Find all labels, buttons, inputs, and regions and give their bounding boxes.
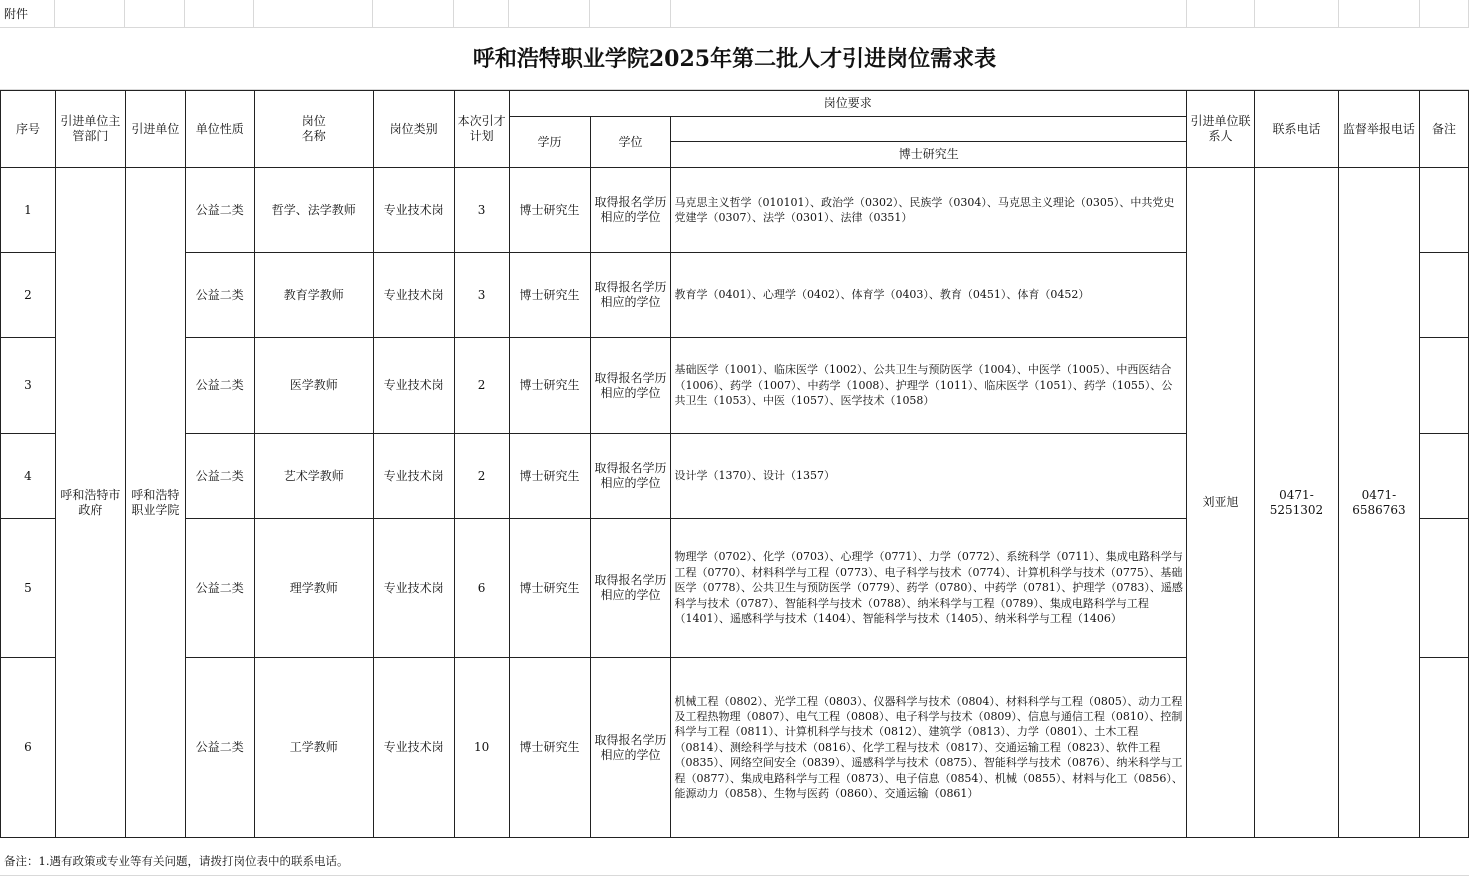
row-post: 医学教师 [254,338,373,434]
header-nature: 单位性质 [185,91,254,168]
header-contact-person: 引进单位联系人 [1187,91,1255,168]
row-seq: 6 [1,658,56,838]
empty-cell [373,0,454,28]
header-unit: 引进单位 [125,91,185,168]
row-nature: 公益二类 [185,519,254,658]
row-majors: 设计学（1370）、设计（1357） [671,434,1187,519]
row-remark [1419,338,1468,434]
row-nature: 公益二类 [185,338,254,434]
row-seq: 2 [1,253,56,338]
row-type: 专业技术岗 [373,253,454,338]
row-type: 专业技术岗 [373,338,454,434]
row-degree: 取得报名学历相应的学位 [590,253,671,338]
header-post-name-line1: 岗位 [301,114,326,128]
header-post-name-line2: 名称 [301,129,326,143]
row-plan: 2 [454,434,509,519]
row-remark [1419,434,1468,519]
page-title: 呼和浩特职业学院2025年第二批人才引进岗位需求表 [0,28,1469,90]
row-majors: 机械工程（0802）、光学工程（0803）、仪器科学与技术（0804）、材料科学与工程（0805）、动力工程及工程热物理（0807）、电气工程（0808）、电子科学与技术（0809）、信息与通信工程（0810）、控制科学与工程（0811）、计算机科学与技术（0812）、建筑学（0813）、力学（0801）、土木工程（0814）、测绘科学与技术（0816）、化学工程与技术（0817）、交通运输工程（0823）、软件工程（0835）、网络空间安全（0839）、遥感科学与技术（0875）、智能科学与技术（0876）、纳米科学与工程（0877）、集成电路科学与工程（0873）、电子信息（0854）、机械（0855）、材料与化工（0856）、能源动力（0858）、生物与医药（0860）、交通运输（0861） [671,658,1187,838]
row-remark [1419,658,1468,838]
header-post-type: 岗位类别 [373,91,454,168]
attachment-label: 附件 [0,0,55,28]
row-plan: 2 [454,338,509,434]
dept-cell: 呼和浩特市政府 [55,168,125,838]
row-plan: 3 [454,168,509,253]
header-remark: 备注 [1419,91,1468,168]
row-plan: 3 [454,253,509,338]
row-nature: 公益二类 [185,168,254,253]
row-post: 工学教师 [254,658,373,838]
header-dept: 引进单位主管部门 [55,91,125,168]
empty-cell [55,0,125,28]
header-requirements: 岗位要求 [509,91,1186,117]
row-remark [1419,168,1468,253]
empty-cell [125,0,185,28]
row-majors: 教育学（0401）、心理学（0402）、体育学（0403）、教育（0451）、体育（0452） [671,253,1187,338]
row-majors: 基础医学（1001）、临床医学（1002）、公共卫生与预防医学（1004）、中医学（1005）、中西医结合（1006）、药学（1007）、中药学（1008）、护理学（1011）、临床医学（1051）、药学（1055）、公共卫生（1053）、中医（1057）、医学技术（1058） [671,338,1187,434]
row-type: 专业技术岗 [373,658,454,838]
row-type: 专业技术岗 [373,434,454,519]
header-report-phone: 监督举报电话 [1338,91,1419,168]
header-doctoral: 博士研究生 [671,142,1187,168]
row-seq: 4 [1,434,56,519]
row-post: 理学教师 [254,519,373,658]
footnote: 备注：1.遇有政策或专业等有关问题，请拨打岗位表中的联系电话。 [4,854,349,868]
row-degree: 取得报名学历相应的学位 [590,519,671,658]
row-education: 博士研究生 [509,434,590,519]
row-seq: 5 [1,519,56,658]
empty-cell [1339,0,1420,28]
empty-cell [1255,0,1339,28]
table-row [1,168,1469,253]
row-education: 博士研究生 [509,253,590,338]
header-education: 学历 [509,117,590,168]
row-education: 博士研究生 [509,168,590,253]
report-phone-cell: 0471-6586763 [1338,168,1419,838]
row-post: 艺术学教师 [254,434,373,519]
row-post: 哲学、法学教师 [254,168,373,253]
empty-cell [1420,0,1469,28]
row-majors: 马克思主义哲学（010101）、政治学（0302）、民族学（0304）、马克思主义理论（0305）、中共党史党建学（0307）、法学（0301）、法律（0351） [671,168,1187,253]
empty-cell [590,0,671,28]
row-nature: 公益二类 [185,658,254,838]
row-plan: 10 [454,658,509,838]
row-education: 博士研究生 [509,658,590,838]
header-blank [671,117,1187,142]
row-seq: 3 [1,338,56,434]
row-nature: 公益二类 [185,253,254,338]
recruitment-table [0,90,1469,838]
row-degree: 取得报名学历相应的学位 [590,168,671,253]
header-post-name [254,91,373,168]
header-phone: 联系电话 [1254,91,1338,168]
empty-cell [254,0,373,28]
row-plan: 6 [454,519,509,658]
row-degree: 取得报名学历相应的学位 [590,338,671,434]
row-remark [1419,519,1468,658]
bottom-strip [0,875,1469,886]
contact-person-cell: 刘亚旭 [1187,168,1255,838]
empty-cell [454,0,509,28]
header-plan: 本次引才计划 [454,91,509,168]
row-majors: 物理学（0702）、化学（0703）、心理学（0771）、力学（0772）、系统科学（0711）、集成电路科学与工程（0770）、材料科学与工程（0773）、电子科学与技术（0774）、计算机科学与技术（0775）、基础医学（0778）、公共卫生与预防医学（0779）、药学（0780）、中药学（0781）、护理学（0783）、遥感科学与技术（0787）、智能科学与技术（0788）、纳米科学与工程（0789）、集成电路科学与工程（1401）、遥感科学与技术（1404）、智能科学与技术（1405）、纳米科学与工程（1406） [671,519,1187,658]
header-seq: 序号 [1,91,56,168]
empty-cell [185,0,254,28]
row-post: 教育学教师 [254,253,373,338]
phone-cell: 0471-5251302 [1254,168,1338,838]
header-degree: 学位 [590,117,671,168]
empty-cell [671,0,1187,28]
row-type: 专业技术岗 [373,519,454,658]
row-degree: 取得报名学历相应的学位 [590,434,671,519]
row-education: 博士研究生 [509,338,590,434]
row-degree: 取得报名学历相应的学位 [590,658,671,838]
row-nature: 公益二类 [185,434,254,519]
row-type: 专业技术岗 [373,168,454,253]
empty-cell [1187,0,1255,28]
empty-cell [509,0,590,28]
unit-cell: 呼和浩特职业学院 [125,168,185,838]
row-remark [1419,253,1468,338]
attachment-row [0,0,1469,28]
row-education: 博士研究生 [509,519,590,658]
row-seq: 1 [1,168,56,253]
